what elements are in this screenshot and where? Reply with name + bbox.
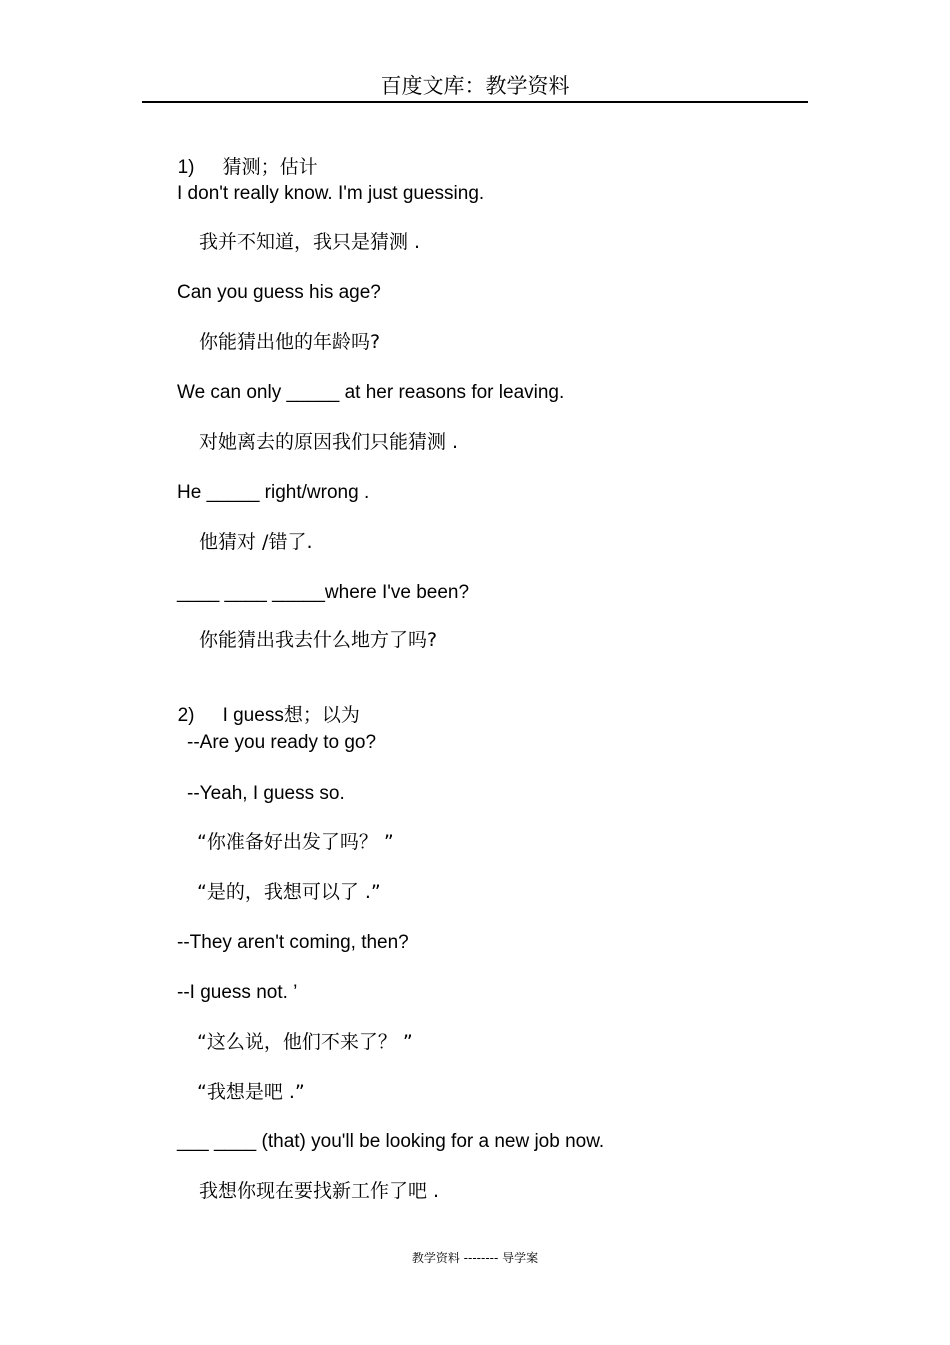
header-rule: [142, 101, 808, 103]
example-zh: 他猜对 /错了.: [199, 531, 313, 553]
section-title: 猜测；估计: [222, 156, 318, 178]
example-zh: 对她离去的原因我们只能猜测 .: [199, 431, 459, 453]
section-number: 1): [177, 157, 195, 178]
dialogue-zh: “我想是吧 .”: [197, 1081, 305, 1103]
example-en: Can you guess his age?: [177, 282, 381, 303]
example-zh: 你能猜出我去什么地方了吗?: [199, 629, 438, 651]
example-en: I don't really know. I'm just guessing.: [177, 183, 485, 204]
dialogue-zh: “这么说，他们不来了？ ”: [197, 1031, 413, 1053]
example-en: He _____ right/wrong .: [177, 482, 370, 503]
page-footer: 教学资料 -------- 导学案: [411, 1251, 539, 1265]
dialogue-zh: “你准备好出发了吗？ ”: [197, 831, 394, 853]
page-header-title: 百度文库：教学资料: [380, 74, 570, 98]
section-title: I guess想；以为: [222, 705, 360, 726]
example-en: ____ ____ _____where I've been?: [177, 582, 470, 603]
section-heading-2: [167, 680, 360, 728]
dialogue-en: --Are you ready to go?: [187, 732, 377, 753]
example-en: ___ ____ (that) you'll be looking for a new job now.: [177, 1131, 605, 1152]
dialogue-zh: “是的，我想可以了 .”: [197, 881, 381, 903]
example-zh: 我并不知道，我只是猜测 .: [199, 231, 421, 253]
dialogue-en: --I guess not. ’: [177, 982, 298, 1003]
section-heading-1: [167, 131, 318, 180]
example-en: We can only _____ at her reasons for leaving.: [177, 382, 565, 403]
section-number: 2): [177, 705, 195, 726]
example-zh: 我想你现在要找新工作了吧 .: [199, 1180, 440, 1202]
dialogue-en: --They aren't coming, then?: [177, 932, 409, 953]
example-zh: 你能猜出他的年龄吗?: [199, 331, 381, 353]
dialogue-en: --Yeah, I guess so.: [187, 783, 345, 804]
